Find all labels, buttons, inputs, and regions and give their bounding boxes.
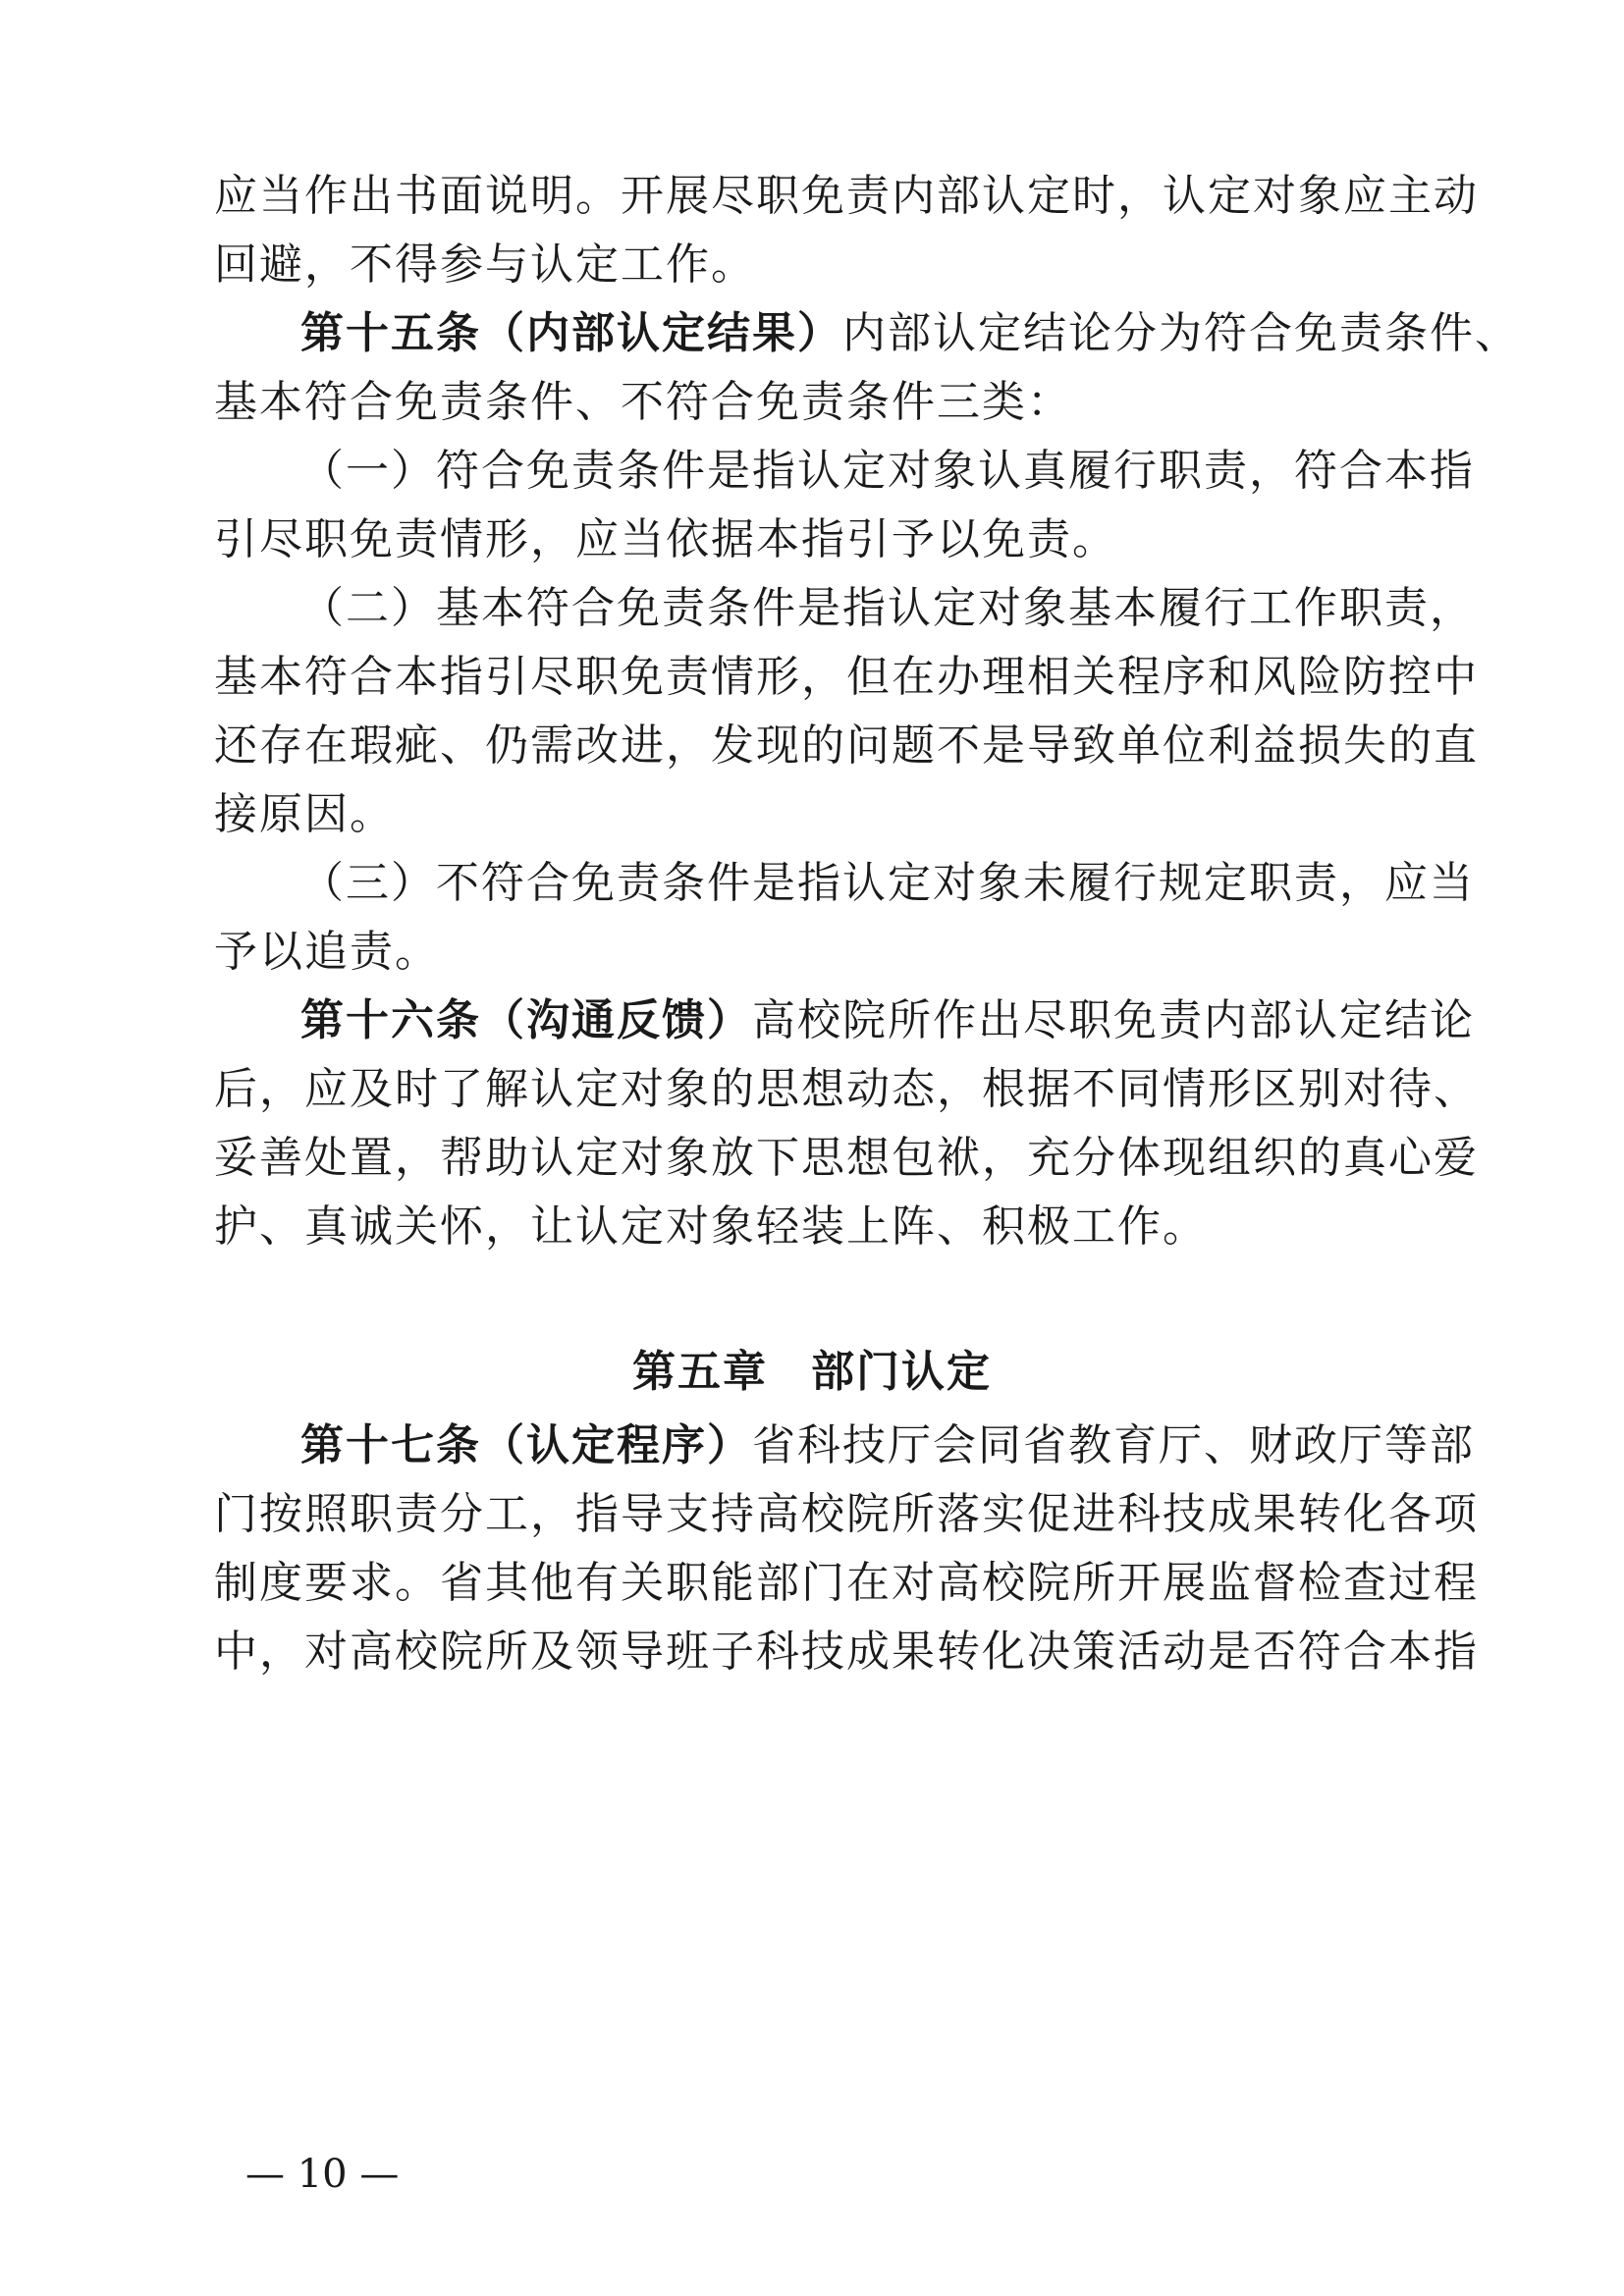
paragraph-line: 基本符合本指引尽职免责情形，但在办理相关程序和风险防控中 bbox=[214, 652, 1479, 702]
chapter-title: 部门认定 bbox=[811, 1347, 992, 1397]
paragraph-line: 中，对高校院所及领导班子科技成果转化决策活动是否符合本指 bbox=[214, 1627, 1479, 1677]
paragraph-line: 接原因。 bbox=[214, 789, 395, 839]
paragraph-line: 应当作出书面说明。开展尽职免责内部认定时，认定对象应主动 bbox=[214, 171, 1479, 221]
article-16-line bbox=[300, 987, 1475, 1055]
paragraph-line: 后，应及时了解认定对象的思想动态，根据不同情形区别对待、 bbox=[214, 1064, 1479, 1114]
page-number: — 10 — bbox=[245, 2152, 400, 2197]
paragraph-line: 护、真诚关怀，让认定对象轻装上阵、积极工作。 bbox=[214, 1201, 1208, 1252]
article-16-label: 第十六条（沟通反馈） bbox=[300, 995, 752, 1045]
article-15-line bbox=[300, 299, 1520, 368]
chapter-heading bbox=[0, 1338, 1624, 1407]
paragraph-line: （一）符合免责条件是指认定对象认真履行职责，符合本指 bbox=[300, 446, 1475, 496]
paragraph-line: 基本符合免责条件、不符合免责条件三类： bbox=[214, 377, 1072, 427]
paragraph-line: 制度要求。省其他有关职能部门在对高校院所开展监督检查过程 bbox=[214, 1558, 1479, 1608]
paragraph-line: 引尽职免责情形，应当依据本指引予以免责。 bbox=[214, 514, 1117, 564]
chapter-number: 第五章 bbox=[632, 1347, 768, 1397]
paragraph-line: 门按照职责分工，指导支持高校院所落实促进科技成果转化各项 bbox=[214, 1489, 1479, 1539]
article-17-line bbox=[300, 1412, 1475, 1480]
article-15-label: 第十五条（内部认定结果） bbox=[300, 308, 842, 358]
article-17-text: 省科技厅会同省教育厅、财政厅等部 bbox=[752, 1420, 1475, 1470]
article-16-text: 高校院所作出尽职免责内部认定结论 bbox=[752, 995, 1475, 1045]
paragraph-line: 回避，不得参与认定工作。 bbox=[214, 240, 756, 290]
article-15-text: 内部认定结论分为符合免责条件、 bbox=[842, 308, 1520, 358]
paragraph-line: （三）不符合免责条件是指认定对象未履行规定职责，应当 bbox=[300, 858, 1475, 908]
paragraph-line: 还存在瑕疵、仍需改进，发现的问题不是导致单位利益损失的直 bbox=[214, 721, 1479, 771]
paragraph-line: 予以追责。 bbox=[214, 927, 440, 977]
article-17-label: 第十七条（认定程序） bbox=[300, 1420, 752, 1470]
paragraph-line: 妥善处置，帮助认定对象放下思想包袱，充分体现组织的真心爱 bbox=[214, 1133, 1479, 1183]
paragraph-line: （二）基本符合免责条件是指认定对象基本履行工作职责， bbox=[300, 583, 1475, 633]
